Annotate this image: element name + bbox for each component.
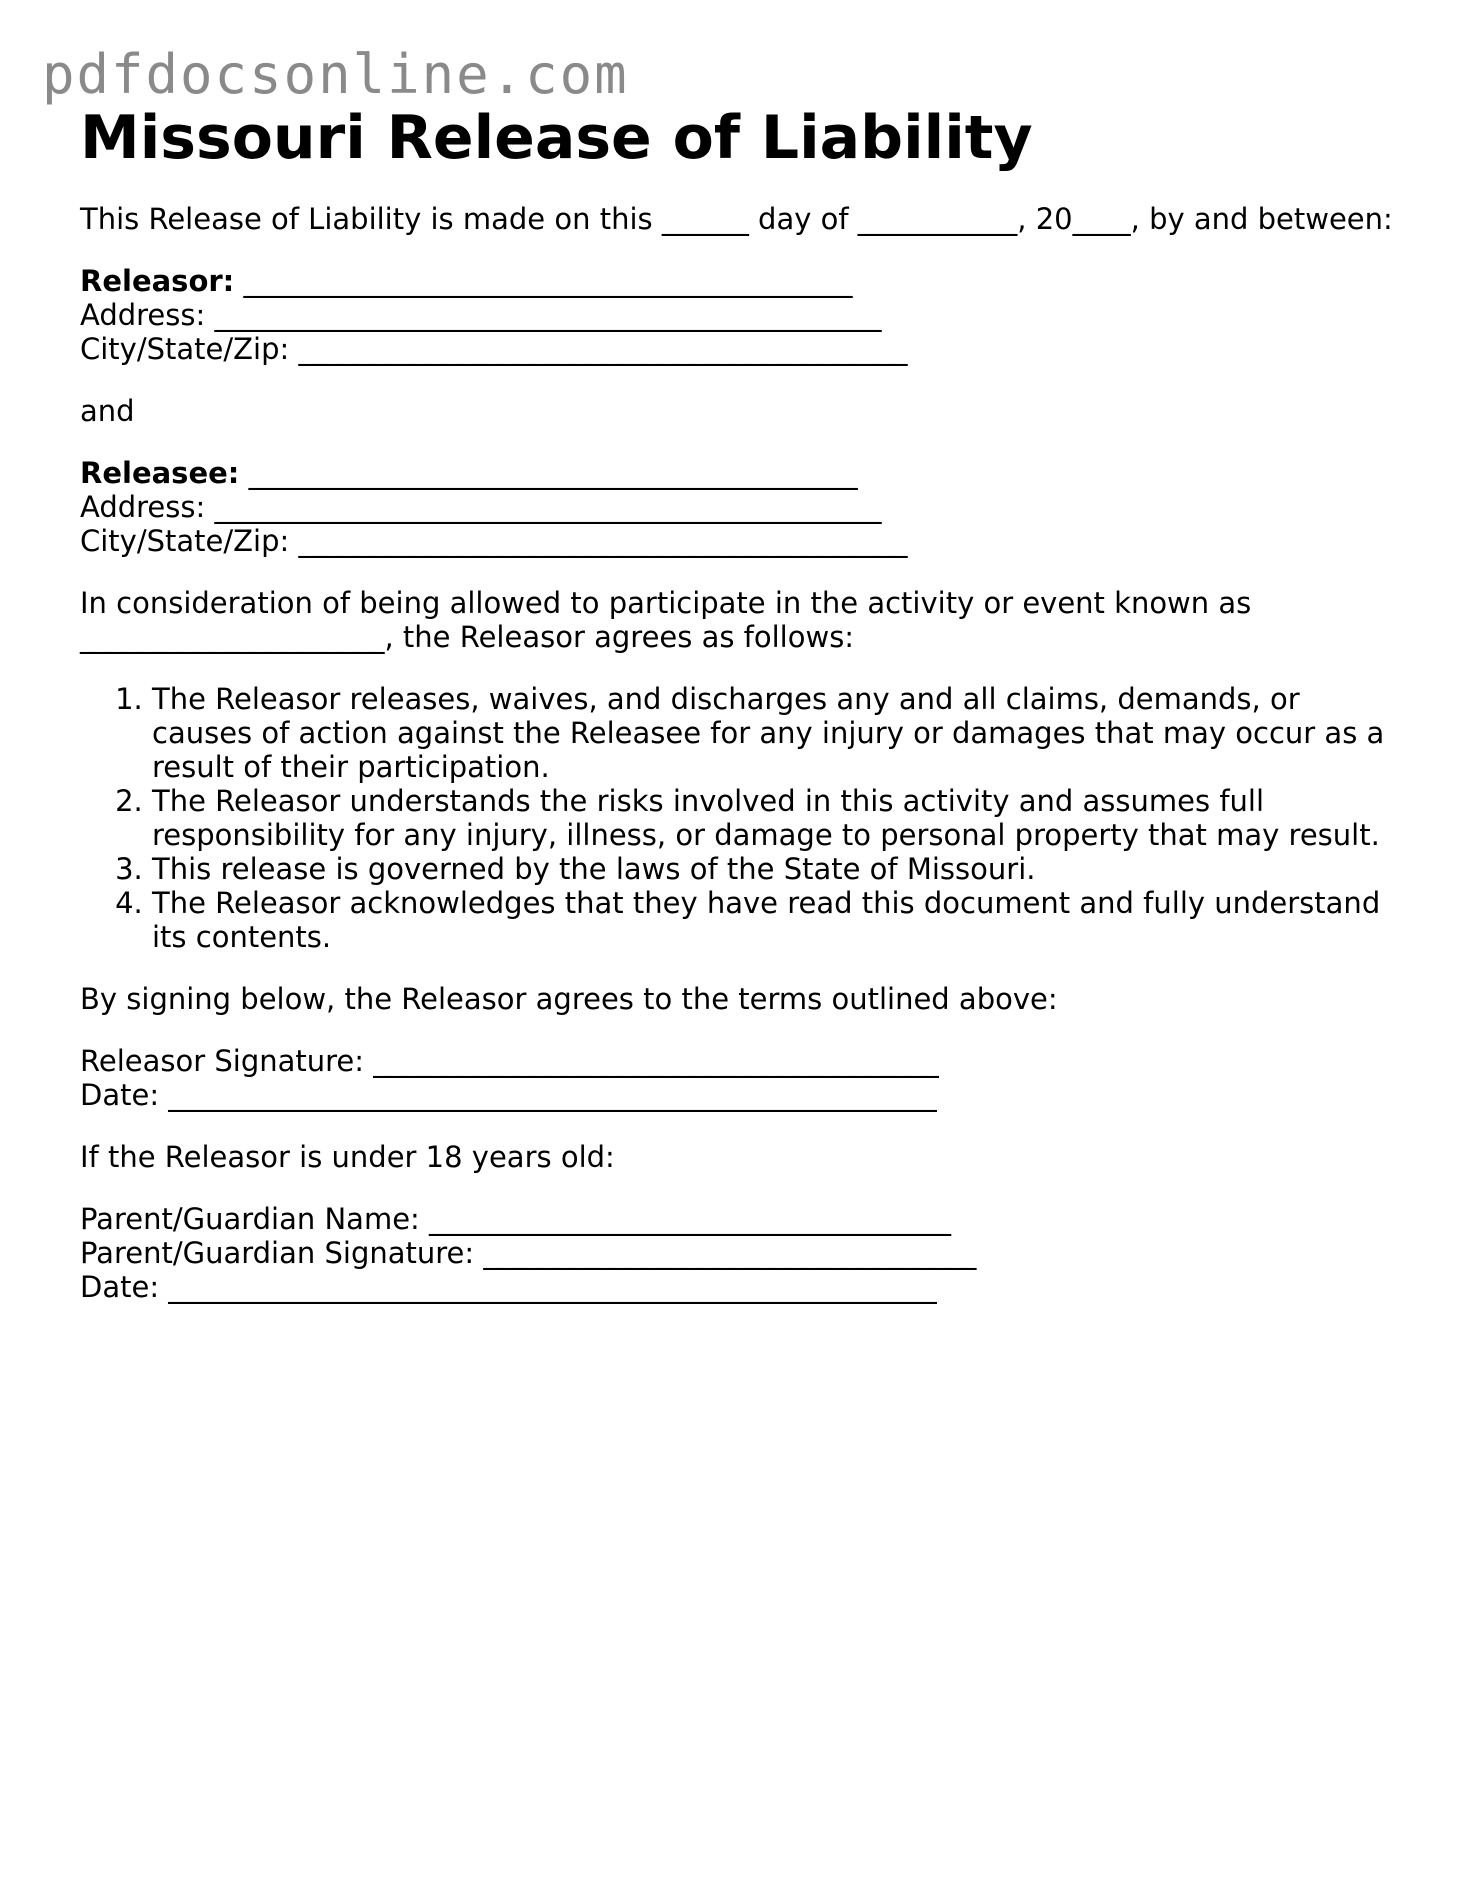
document-title: Missouri Release of Liability xyxy=(80,103,1033,173)
releasor-date-line: Date: _____________________________________________________ xyxy=(80,1078,937,1112)
releasor-city-state-zip-line: City/State/Zip: __________________________________________ xyxy=(80,332,908,366)
releasor-address-line: Address: ______________________________________________ xyxy=(80,298,882,332)
releasor-name-line xyxy=(80,264,1400,298)
document-page xyxy=(80,100,1400,1332)
releasee-label: Releasee: xyxy=(80,456,240,490)
consideration-line-2: _____________________, the Releasor agrees as follows: xyxy=(80,620,855,654)
signing-intro: By signing below, the Releasor agrees to the terms outlined above: xyxy=(80,982,1058,1016)
term-item: 2. The Releasor understands the risks involved in this activity and assumes full responsibility for any injury, illness, or damage to personal property that may result. xyxy=(152,784,1400,852)
minor-intro: If the Releasor is under 18 years old: xyxy=(80,1140,615,1174)
terms-list xyxy=(80,682,1400,954)
term-item: 1. The Releasor releases, waives, and discharges any and all claims, demands, or causes of action against the Releasee for any injury or damages that may occur as a result of their participation. xyxy=(152,682,1400,784)
releasee-address-line: Address: ______________________________________________ xyxy=(80,490,882,524)
releasee-name-line xyxy=(80,456,1400,490)
guardian-date-line: Date: _____________________________________________________ xyxy=(80,1270,937,1304)
guardian-name-line: Parent/Guardian Name: ____________________________________ xyxy=(80,1202,952,1236)
and-connector: and xyxy=(80,394,135,428)
releasor-section xyxy=(80,264,1400,366)
term-item: 3. This release is governed by the laws of the State of Missouri. xyxy=(152,852,1400,886)
intro-paragraph: This Release of Liability is made on this ______ day of ___________, 20____, by and between: xyxy=(80,202,1393,236)
releasee-city-state-zip-line: City/State/Zip: __________________________________________ xyxy=(80,524,908,558)
consideration-paragraph xyxy=(80,586,1400,654)
watermark-logo: pdfdocsonline.com xyxy=(42,43,629,106)
releasee-section xyxy=(80,456,1400,558)
releasee-name-blank: __________________________________________ xyxy=(239,456,858,490)
releasor-signature-line: Releasor Signature: _______________________________________ xyxy=(80,1044,939,1078)
releasor-name-blank: __________________________________________ xyxy=(234,264,853,298)
guardian-signature-line: Parent/Guardian Signature: __________________________________ xyxy=(80,1236,977,1270)
guardian-section xyxy=(80,1202,1400,1304)
consideration-line-1: In consideration of being allowed to participate in the activity or event known as xyxy=(80,586,1252,620)
releasor-label: Releasor: xyxy=(80,264,235,298)
releasor-signature-section xyxy=(80,1044,1400,1112)
term-item: 4. The Releasor acknowledges that they have read this document and fully understand its contents. xyxy=(152,886,1400,954)
